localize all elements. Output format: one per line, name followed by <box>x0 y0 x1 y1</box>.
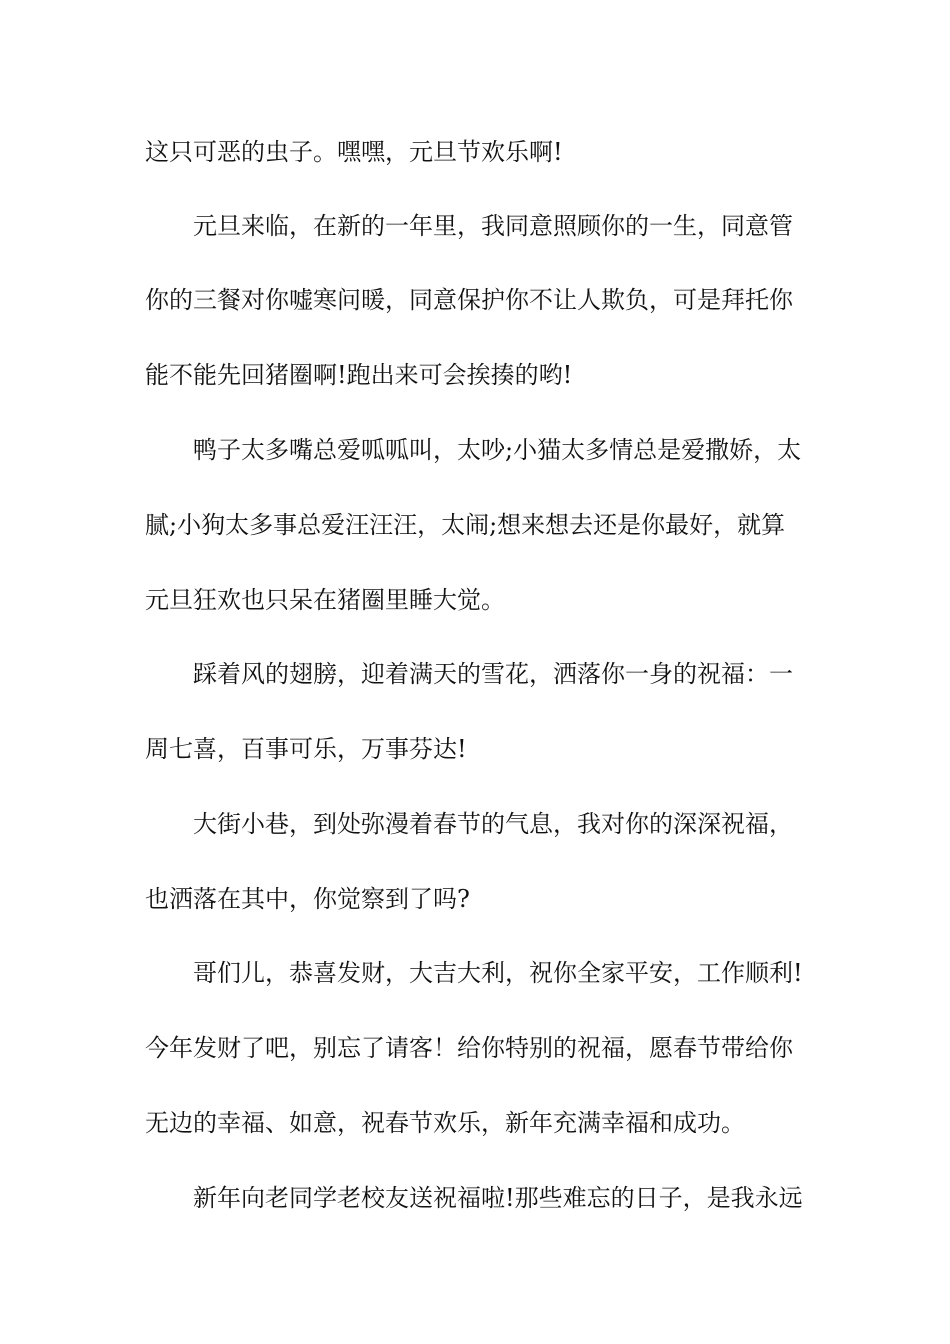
text-line-4: 能不能先回猪圈啊!跑出来可会挨揍的哟! <box>145 361 573 389</box>
text-line-14: 无边的幸福、如意，祝春节欢乐，新年充满幸福和成功。 <box>145 1109 745 1137</box>
text-line-6: 腻;小狗太多事总爱汪汪汪，太闹;想来想去还是你最好，就算 <box>145 511 786 539</box>
text-line-8: 踩着风的翅膀，迎着满天的雪花，洒落你一身的祝福：一 <box>193 660 793 688</box>
text-line-11: 也洒落在其中，你觉察到了吗? <box>145 885 470 913</box>
text-line-1: 这只可恶的虫子。嘿嘿，元旦节欢乐啊! <box>145 138 563 166</box>
text-line-7: 元旦狂欢也只呆在猪圈里睡大觉。 <box>145 586 505 614</box>
text-line-9: 周七喜，百事可乐，万事芬达! <box>145 735 467 763</box>
text-line-10: 大街小巷，到处弥漫着春节的气息，我对你的深深祝福， <box>193 810 793 838</box>
text-line-12: 哥们儿，恭喜发财，大吉大利，祝你全家平安，工作顺利! <box>193 959 803 987</box>
text-line-3: 你的三餐对你嘘寒问暖，同意保护你不让人欺负，可是拜托你 <box>145 286 793 314</box>
text-line-13: 今年发财了吧，别忘了请客！给你特别的祝福，愿春节带给你 <box>145 1034 793 1062</box>
text-line-5: 鸭子太多嘴总爱呱呱叫，太吵;小猫太多情总是爱撒娇，太 <box>193 436 802 464</box>
text-line-15: 新年向老同学老校友送祝福啦!那些难忘的日子，是我永远 <box>193 1184 803 1212</box>
text-line-2: 元旦来临，在新的一年里，我同意照顾你的一生，同意管 <box>193 212 793 240</box>
